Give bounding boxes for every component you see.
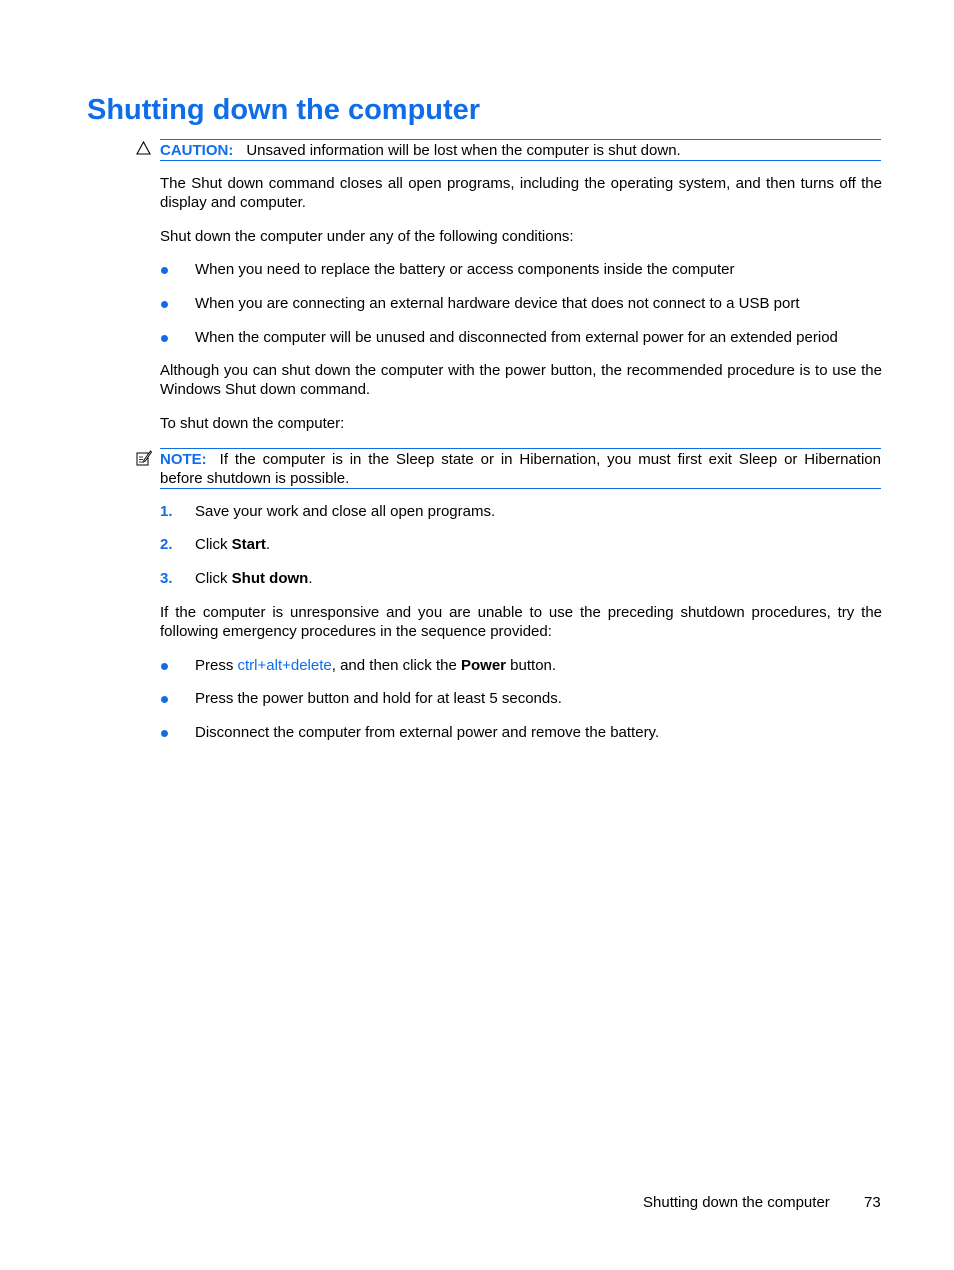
caution-callout [160,139,881,161]
step-text-post: . [308,570,313,587]
emergency-item: Press the power button and hold for at least 5 seconds. [195,690,562,707]
step-text: Save your work and close all open programs. [195,503,496,520]
emergency-item-bold: Power [461,657,507,674]
emergency-item [195,656,556,675]
emergency-lead: If the computer is unresponsive and you are unable to use the preceding shutdown procedures, try the following emergency procedures in the sequence provided: [160,604,882,640]
emergency-item: Disconnect the computer from external power and remove the battery. [195,724,660,741]
step-text-pre: Click [195,570,232,587]
step-text [195,569,313,588]
recommend-paragraph: Although you can shut down the computer with the power button, the recommended procedure is to use the Windows Shut down command. [160,362,882,398]
bullet-icon [161,335,168,342]
step-number: 2. [160,536,173,553]
intro-paragraph: The Shut down command closes all open programs, including the operating system, and then turns off the display and computer. [160,175,882,211]
step-number: 1. [160,503,173,520]
step-text-bold: Shut down [231,570,309,587]
note-text: If the computer is in the Sleep state or in Hibernation, you must first exit Sleep or Hibernation before shutdown is possible. [160,451,881,487]
caution-text: Unsaved information will be lost when the computer is shut down. [246,142,681,159]
caution-triangle-icon [136,141,151,160]
key-combo-link[interactable]: ctrl+alt+delete [237,657,332,674]
caution-label: CAUTION: [160,142,234,159]
bullet-icon [161,301,168,308]
page-title: Shutting down the computer [87,94,481,126]
note-pencil-icon [136,450,152,471]
bullet-icon [161,267,168,274]
footer-section-title: Shutting down the computer [643,1194,830,1211]
conditions-lead: Shut down the computer under any of the following conditions: [160,228,574,245]
step-text-post: . [265,536,271,553]
bullet-icon [161,730,168,737]
step-text-bold: Start [231,536,266,553]
footer-page-number: 73 [864,1194,881,1211]
condition-item: When the computer will be unused and disconnected from external power for an extended period [195,329,838,346]
step-number: 3. [160,570,173,587]
note-callout [160,448,881,489]
step-text [195,535,270,554]
emergency-item-pre: Press [195,657,238,674]
condition-item: When you are connecting an external hardware device that does not connect to a USB port [195,295,800,312]
procedure-lead: To shut down the computer: [160,415,345,432]
emergency-item-post: button. [506,657,557,674]
condition-item: When you need to replace the battery or access components inside the computer [195,261,735,278]
note-label: NOTE: [160,451,207,468]
emergency-item-mid: , and then click the [331,657,461,674]
bullet-icon [161,663,168,670]
step-text-pre: Click [195,536,232,553]
bullet-icon [161,696,168,703]
